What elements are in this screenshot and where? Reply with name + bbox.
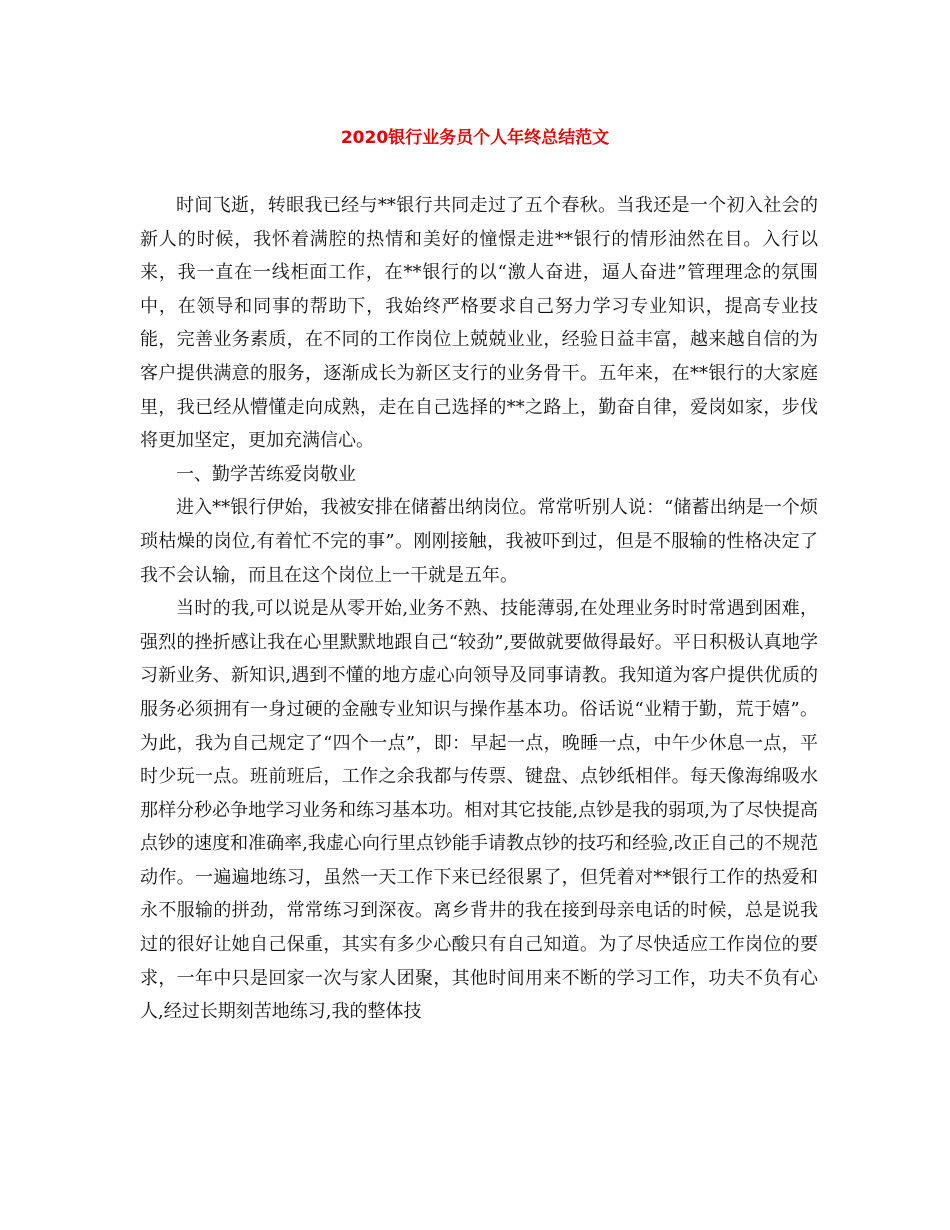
paragraph-entry: 进入**银行伊始，我被安排在储蓄出纳岗位。常常听别人说：“储蓄出纳是一个烦琐枯燥的岗位,有着忙不完的事”。刚刚接触，我被吓到过，但是不服输的性格决定了我不会认输，而且在这个岗位上一干就是五年。 xyxy=(140,497,818,586)
document-title: 2020银行业务员个人年终总结范文 xyxy=(340,128,610,148)
section-heading: 一、勤学苦练爱岗敬业 xyxy=(176,463,356,485)
paragraph-training: 当时的我,可以说是从零开始,业务不熟、技能薄弱,在处理业务时时常遇到困难，强烈的挫折感让我在心里默默地跟自己“较劲”,要做就要做得最好。平日积极认真地学习新业务、新知识,遇到不懂的地方虚心向领导及同事请教。我知道为客户提供优质的服务必须拥有一身过硬的金融专业知识与操作基本功。俗话说“业精于勤，荒于嬉”。为此，我为自己规定了“四个一点”，即：早起一点，晚睡一点，中午少休息一点，平时少玩一点。班前班后，工作之余我都与传票、键盘、点钞纸相伴。每天像海绵吸水那样分秒必争地学习业务和练习基本功。相对其它技能,点钞是我的弱项,为了尽快提高点钞的速度和准确率,我虚心向行里点钞能手请教点钞的技巧和经验,改正自己的不规范动作。一遍遍地练习，虽然一天工作下来已经很累了，但凭着对**银行工作的热爱和永不服输的拼劲，常常练习到深夜。离乡背井的我在接到母亲电话的时候，总是说我过的很好让她自己保重，其实有多少心酸只有自己知道。为了尽快适应工作岗位的要求，一年中只是回家一次与家人团聚，其他时间用来不断的学习工作，功夫不负有心人,经过长期刻苦地练习,我的整体技 xyxy=(140,598,818,1023)
document-body xyxy=(140,189,818,1029)
paragraph-intro: 时间飞逝，转眼我已经与**银行共同走过了五个春秋。当我还是一个初入社会的新人的时候，我怀着满腔的热情和美好的憧憬走进**银行的情形油然在目。入行以来，我一直在一线柜面工作，在**银行的以“激人奋进，逼人奋进”管理理念的氛围中，在领导和同事的帮助下，我始终严格要求自己努力学习专业知识，提高专业技能，完善业务素质，在不同的工作岗位上兢兢业业，经验日益丰富，越来越自信的为客户提供满意的服务，逐渐成长为新区支行的业务骨干。五年来，在**银行的大家庭里，我已经从懵懂走向成熟，走在自己选择的**之路上，勤奋自律，爱岗如家，步伐将更加坚定，更加充满信心。 xyxy=(140,195,818,452)
